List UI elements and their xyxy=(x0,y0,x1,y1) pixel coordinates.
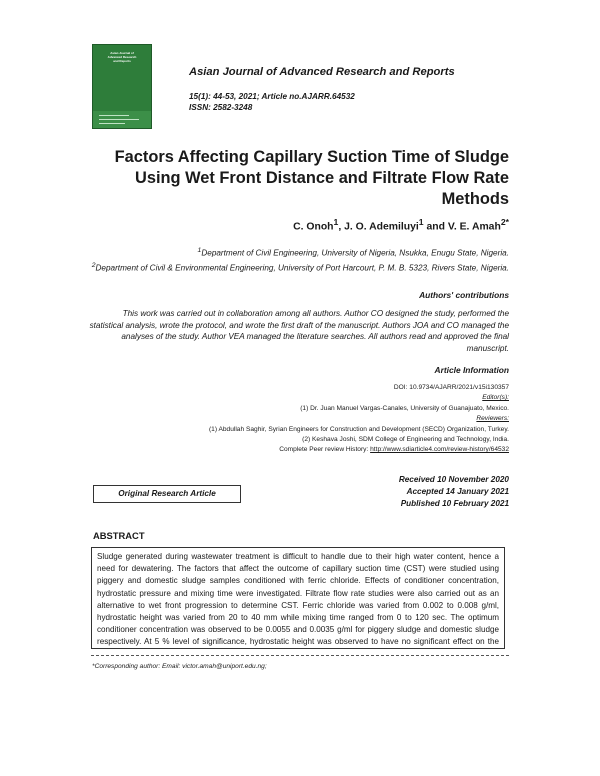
reviewer-entry: (1) Abdullah Saghir, Syrian Engineers for Construction and Development (SECD) Organization, Turkey. xyxy=(208,425,509,433)
cover-footer-band xyxy=(93,111,151,128)
abstract-heading: ABSTRACT xyxy=(93,530,145,541)
issue-info: 15(1): 44-53, 2021; Article no.AJARR.64532 xyxy=(189,92,355,101)
cover-text-line xyxy=(99,119,139,120)
author-name: C. Onoh xyxy=(293,221,334,233)
article-information xyxy=(89,383,509,456)
reviewers-label: Reviewers: xyxy=(476,415,509,423)
affiliation-1: $^1$Department of Civil Engineering, University of Nigeria, Nsukka, Enugu State, Nigeria. xyxy=(197,247,509,258)
cover-text-line xyxy=(99,123,125,124)
contributions-heading: Authors' contributions xyxy=(419,290,509,300)
editors-label: Editor(s): xyxy=(482,394,509,402)
published-date: Published 10 February 2021 xyxy=(400,499,509,508)
issn: ISSN: 2582-3248 xyxy=(189,103,253,112)
author-affiliation-marker: 2* xyxy=(500,217,509,227)
affiliations xyxy=(69,245,509,274)
review-history: Complete Peer review History: http://www.sdiarticle4.com/review-history/64532 xyxy=(279,446,509,454)
affiliation-2: $^2$Department of Civil & Environmental Engineering, University of Port Harcourt, P. M. B. 5323, Rivers State, Nigeria. xyxy=(91,261,509,273)
cover-title-line: and Reports xyxy=(113,59,131,63)
journal-cover-thumbnail xyxy=(92,44,152,129)
cover-text-line xyxy=(99,115,129,116)
editor-entry: (1) Dr. Juan Manuel Vargas-Canales, University of Guanajuato, Mexico. xyxy=(300,404,509,412)
abstract-text: Sludge generated during wastewater treatment is difficult to handle due to their high water content, hence a need for dewatering. The factors that affect the outcome of capillary suction time (CST) were studied using piggery and domestic sludge samples conditioned with ferric chloride. Effects of conditioner concentration, hydrostatic pressure and mixing time were investigated. Filtrate flow rate studies were also carried out as an alternative to wet front progression to determine CST. Ferric chloride was varied from 0.002 to 0.008 g/ml, hydrostatic height was varied from 20 to 40 mm while mixing time ranged from 0 to 120 sec. The optimum conditioner concentration was observed to be 0.0055 and 0.0035 g/ml for piggery sludge and domestic sludge respectively. At 5 % level of significance, hydrostatic height was observed to have no significant effect on the xyxy=(97,552,499,647)
author-affiliation-marker: 1 xyxy=(333,217,339,227)
review-history-link[interactable]: http://www.sdiarticle4.com/review-history/64532 xyxy=(370,446,509,454)
doi: DOI: 10.9734/AJARR/2021/v15i130357 xyxy=(393,384,509,391)
abstract-box xyxy=(91,547,505,649)
author-affiliation-marker: 1 xyxy=(418,217,424,227)
cover-title-line: Asian Journal of xyxy=(110,51,134,55)
contributions-text: This work was carried out in collaboration among all authors. Author CO designed the study, performed the statistical analysis, wrote the protocol, and wrote the first draft of the manuscript. Authors JOA and CO managed the analyses of the study. Author VEA managed the literature searches. All authors read and approved the final manuscript. xyxy=(89,309,509,353)
accepted-date: Accepted 14 January 2021 xyxy=(406,487,509,496)
article-information-heading: Article Information xyxy=(434,365,509,375)
publication-dates xyxy=(399,474,509,510)
author-name: , J. O. Ademiluyi xyxy=(338,221,419,233)
reviewer-entry: (2) Keshava Joshi, SDM College of Engineering and Technology, India. xyxy=(302,436,509,444)
paper-title: Factors Affecting Capillary Suction Time of Sludge Using Wet Front Distance and Filtrate Flow Rate Methods xyxy=(114,148,509,208)
corresponding-author-footnote: *Corresponding author: Email: victor.amah@uniport.edu.ng; xyxy=(92,663,267,670)
author-list xyxy=(293,217,509,232)
received-date: Received 10 November 2020 xyxy=(398,475,509,484)
journal-name: Asian Journal of Advanced Research and Reports xyxy=(189,66,455,78)
author-name: and V. E. Amah xyxy=(423,221,501,233)
footnote-divider xyxy=(91,655,509,656)
cover-title-line: Advanced Research xyxy=(107,55,137,59)
article-type-badge: Original Research Article xyxy=(93,485,241,503)
